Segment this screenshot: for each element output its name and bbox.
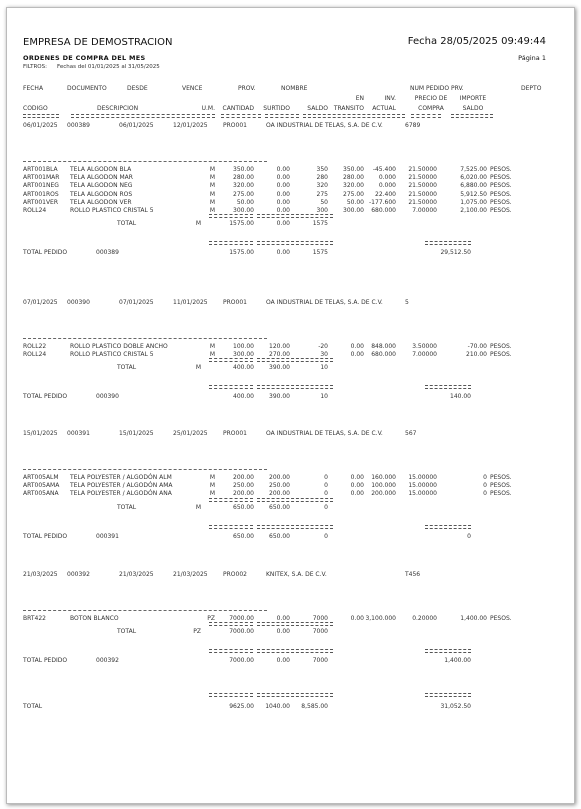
item-descripcion: TELA ALGODON VER xyxy=(70,198,132,206)
pedido-rule xyxy=(257,525,333,529)
item-importe: 6,020.00 xyxy=(460,174,487,182)
item-saldo: 275 xyxy=(316,190,328,198)
order-vence: 12/01/2025 xyxy=(173,122,208,129)
order-vence: 11/01/2025 xyxy=(173,299,208,306)
grand-total-cantidad: 9625.00 xyxy=(229,703,254,710)
item-um: M xyxy=(209,190,215,198)
pedido-rule xyxy=(425,385,471,389)
subtotal-rule xyxy=(209,498,253,502)
header-rule xyxy=(303,114,405,118)
order-total-surtido: 0.00 xyxy=(276,220,290,228)
filters-label: FILTROS: xyxy=(23,64,47,70)
item-surtido: 200.00 xyxy=(269,490,290,498)
order-pedido-doc: 000391 xyxy=(96,532,119,540)
item-surtido: 0.00 xyxy=(276,615,290,622)
pedido-rule xyxy=(209,385,253,389)
header-rule xyxy=(265,114,299,118)
item-surtido: 0.00 xyxy=(276,182,290,190)
item-moneda: PESOS. xyxy=(490,343,512,350)
pedido-rule xyxy=(425,649,471,653)
order-total-um: M xyxy=(195,503,201,511)
item-cantidad: 300.00 xyxy=(233,207,254,214)
item-codigo: BRT422 xyxy=(23,615,46,622)
order-num-pedido: 5 xyxy=(405,299,409,306)
item-surtido: 0.00 xyxy=(276,207,290,214)
pedido-rule xyxy=(257,241,333,245)
col-cantidad: CANTIDAD xyxy=(222,105,254,112)
order-desde: 06/01/2025 xyxy=(119,122,154,129)
grand-total-surtido: 1040.00 xyxy=(265,703,290,710)
item-moneda: PESOS. xyxy=(490,190,512,198)
item-saldo: 0 xyxy=(324,482,328,490)
order-total-saldo: 7000 xyxy=(312,628,328,636)
item-cantidad: 250.00 xyxy=(233,482,254,490)
order-documento: 000392 xyxy=(67,571,90,578)
item-codigo: ROLL24 xyxy=(23,207,47,214)
item-precio-compra: 21.50000 xyxy=(408,190,437,198)
item-moneda: PESOS. xyxy=(490,174,512,182)
order-prov: PRO002 xyxy=(223,571,247,578)
item-codigo: ART001MAR xyxy=(23,174,60,182)
order-desde: 21/03/2025 xyxy=(119,571,154,578)
col-num-pedido: NUM PEDIDO PRV. xyxy=(410,85,464,92)
page-number: Página 1 xyxy=(518,54,546,62)
item-surtido: 0.00 xyxy=(276,166,290,173)
pedido-rule xyxy=(209,649,253,653)
items-separator xyxy=(23,161,267,162)
order-pedido-importe: 29,512.50 xyxy=(440,249,471,257)
order-pedido-surtido: 650.00 xyxy=(269,532,290,540)
order-pedido-cantidad: 400.00 xyxy=(233,393,254,401)
order-pedido-saldo: 1575 xyxy=(312,249,328,257)
order-total-label: TOTAL xyxy=(117,364,137,372)
item-precio-compra: 7.00000 xyxy=(412,351,437,359)
subtotal-rule xyxy=(209,358,253,362)
item-saldo: 300 xyxy=(316,207,328,214)
item-precio-compra: 15.00000 xyxy=(408,490,437,498)
order-num-pedido: T456 xyxy=(405,571,421,578)
item-actual: 680.000 xyxy=(371,351,396,359)
order-pedido-importe: 1,400.00 xyxy=(444,657,471,665)
item-saldo: 280 xyxy=(316,174,328,182)
item-codigo: ART001NEG xyxy=(23,182,59,190)
col-en: EN xyxy=(355,95,364,102)
order-total-saldo: 0 xyxy=(324,503,328,511)
item-descripcion: ROLLO PLASTICO CRISTAL 5 xyxy=(70,207,154,214)
item-importe: 6,880.00 xyxy=(460,182,487,190)
order-desde: 07/01/2025 xyxy=(119,299,154,306)
item-transito: 0.00 xyxy=(350,351,364,359)
item-transito: 275.00 xyxy=(343,190,364,198)
item-transito: 300.00 xyxy=(343,207,364,214)
item-descripcion: ROLLO PLASTICO DOBLE ANCHO xyxy=(70,343,168,350)
item-um: M xyxy=(209,166,215,173)
item-cantidad: 280.00 xyxy=(233,174,254,182)
item-descripcion: TELA POLYESTER / ALGODÓN ALM xyxy=(70,474,172,481)
order-total-label: TOTAL xyxy=(117,220,137,228)
order-nombre: KNITEX, S.A. DE C.V. xyxy=(266,571,327,578)
order-nombre: OA INDUSTRIAL DE TELAS, S.A. DE C.V. xyxy=(266,430,383,437)
order-prov: PRO001 xyxy=(223,122,247,129)
header-rule xyxy=(23,114,59,118)
item-surtido: 250.00 xyxy=(269,482,290,490)
item-precio-compra: 21.50000 xyxy=(408,198,437,206)
col-vence: VENCE xyxy=(182,85,203,92)
item-importe: 0 xyxy=(483,474,487,481)
item-actual: -177.600 xyxy=(369,198,396,206)
item-saldo: 0 xyxy=(324,474,328,481)
order-total-cantidad: 7000.00 xyxy=(229,628,254,636)
item-importe: 1,400.00 xyxy=(460,615,487,622)
item-cantidad: 100.00 xyxy=(233,343,254,350)
item-actual: 100.000 xyxy=(371,482,396,490)
item-importe: -70.00 xyxy=(467,343,487,350)
item-precio-compra: 21.50000 xyxy=(408,166,437,173)
item-descripcion: TELA ALGODON ROS xyxy=(70,190,133,198)
filters-value: Fechas del 01/01/2025 al 31/05/2025 xyxy=(57,64,160,70)
item-saldo: 350 xyxy=(316,166,328,173)
order-pedido-label: TOTAL PEDIDO xyxy=(23,393,68,401)
order-pedido-doc: 000389 xyxy=(96,249,119,257)
pedido-rule xyxy=(257,385,333,389)
order-total-um: PZ xyxy=(193,628,201,636)
item-codigo: ART001ROS xyxy=(23,190,59,198)
order-pedido-cantidad: 7000.00 xyxy=(229,657,254,665)
item-precio-compra: 21.50000 xyxy=(408,174,437,182)
pedido-rule xyxy=(209,241,253,245)
order-pedido-doc: 000390 xyxy=(96,393,119,401)
order-prov: PRO001 xyxy=(223,299,247,306)
order-pedido-saldo: 7000 xyxy=(312,657,328,665)
pedido-rule xyxy=(209,525,253,529)
grand-total-saldo: 8,585.00 xyxy=(301,703,328,710)
report-title: ORDENES DE COMPRA DEL MES xyxy=(23,54,146,62)
item-moneda: PESOS. xyxy=(490,482,512,490)
item-codigo: ROLL24 xyxy=(23,351,47,359)
item-saldo: -20 xyxy=(318,343,328,350)
item-importe: 0 xyxy=(483,490,487,498)
order-total-surtido: 0.00 xyxy=(276,628,290,636)
item-actual: 0.000 xyxy=(378,174,396,182)
report-page xyxy=(6,7,575,804)
item-surtido: 200.00 xyxy=(269,474,290,481)
item-cantidad: 275.00 xyxy=(233,190,254,198)
item-precio-compra: 21.50000 xyxy=(408,182,437,190)
item-actual: 22.400 xyxy=(375,190,396,198)
col-surtido: SURTIDO xyxy=(263,105,290,112)
order-num-pedido: 567 xyxy=(405,430,417,437)
item-precio-compra: 7.00000 xyxy=(412,207,437,214)
pedido-rule xyxy=(257,649,333,653)
order-fecha: 06/01/2025 xyxy=(23,122,58,129)
col-inv: INV. xyxy=(384,95,396,102)
col-descripcion: DESCRIPCION xyxy=(97,105,139,112)
item-precio-compra: 0.20000 xyxy=(412,615,437,622)
item-moneda: PESOS. xyxy=(490,166,512,173)
grand-total-importe: 31,052.50 xyxy=(440,703,471,710)
order-pedido-surtido: 0.00 xyxy=(276,249,290,257)
item-surtido: 270.00 xyxy=(269,351,290,359)
item-transito: 280.00 xyxy=(343,174,364,182)
item-moneda: PESOS. xyxy=(490,198,512,206)
col-documento: DOCUMENTO xyxy=(67,85,107,92)
subtotal-rule xyxy=(209,622,253,626)
items-separator xyxy=(23,469,267,470)
order-nombre: OA INDUSTRIAL DE TELAS, S.A. DE C.V. xyxy=(266,299,383,306)
item-codigo: ART005ALM xyxy=(23,474,59,481)
item-actual: 848.000 xyxy=(371,343,396,350)
item-precio-compra: 15.00000 xyxy=(408,474,437,481)
order-pedido-doc: 000392 xyxy=(96,657,119,665)
grand-rule xyxy=(257,693,333,697)
item-transito: 50.00 xyxy=(346,198,364,206)
col-importe-saldo: SALDO xyxy=(462,105,484,112)
header-rule xyxy=(451,114,493,118)
item-um: M xyxy=(209,343,215,350)
item-actual: 160.000 xyxy=(371,474,396,481)
order-fecha: 07/01/2025 xyxy=(23,299,58,306)
item-saldo: 30 xyxy=(320,351,328,359)
item-saldo: 7000 xyxy=(312,615,328,622)
item-moneda: PESOS. xyxy=(490,474,512,481)
col-precio-de: PRECIO DE xyxy=(414,95,448,102)
item-codigo: ART001BLA xyxy=(23,166,58,173)
items-separator xyxy=(23,610,267,611)
order-total-um: M xyxy=(195,364,201,372)
item-saldo: 50 xyxy=(320,198,328,206)
subtotal-rule xyxy=(257,358,333,362)
order-pedido-label: TOTAL PEDIDO xyxy=(23,657,68,665)
col-importe: IMPORTE xyxy=(459,95,487,102)
order-pedido-label: TOTAL PEDIDO xyxy=(23,249,68,257)
item-um: M xyxy=(209,351,215,359)
item-importe: 7,525.00 xyxy=(460,166,487,173)
order-nombre: OA INDUSTRIAL DE TELAS, S.A. DE C.V. xyxy=(266,122,383,129)
item-transito: 0.00 xyxy=(350,482,364,490)
order-pedido-cantidad: 1575.00 xyxy=(229,249,254,257)
item-transito: 0.00 xyxy=(350,343,364,350)
item-moneda: PESOS. xyxy=(490,351,512,359)
order-total-saldo: 10 xyxy=(320,364,328,372)
item-surtido: 120.00 xyxy=(269,343,290,350)
order-total-surtido: 650.00 xyxy=(269,503,290,511)
order-documento: 000389 xyxy=(67,122,90,129)
order-documento: 000390 xyxy=(67,299,90,306)
item-um: M xyxy=(209,482,215,490)
order-num-pedido: 6789 xyxy=(405,122,421,129)
item-codigo: ART005ANA xyxy=(23,490,59,498)
item-saldo: 320 xyxy=(316,182,328,190)
order-pedido-cantidad: 650.00 xyxy=(233,532,254,540)
col-actual: ACTUAL xyxy=(372,105,396,112)
col-transito: TRANSITO xyxy=(333,105,364,112)
item-cantidad: 300.00 xyxy=(233,351,254,359)
item-cantidad: 200.00 xyxy=(233,490,254,498)
order-pedido-importe: 0 xyxy=(467,532,471,540)
order-fecha: 15/01/2025 xyxy=(23,430,58,437)
col-compra: COMPRA xyxy=(418,105,444,112)
order-desde: 15/01/2025 xyxy=(119,430,154,437)
item-um: PZ xyxy=(207,615,215,622)
item-um: M xyxy=(209,490,215,498)
order-total-label: TOTAL xyxy=(117,628,137,636)
order-vence: 21/03/2025 xyxy=(173,571,208,578)
col-um: U.M. xyxy=(201,105,215,112)
item-codigo: ROLL22 xyxy=(23,343,47,350)
item-precio-compra: 3.50000 xyxy=(412,343,437,350)
item-um: M xyxy=(209,174,215,182)
report-datetime: Fecha 28/05/2025 09:49:44 xyxy=(407,36,546,47)
item-surtido: 0.00 xyxy=(276,190,290,198)
item-transito: 0.00 xyxy=(350,490,364,498)
item-cantidad: 200.00 xyxy=(233,474,254,481)
order-pedido-saldo: 10 xyxy=(320,393,328,401)
items-separator xyxy=(23,338,267,339)
item-surtido: 0.00 xyxy=(276,174,290,182)
order-total-saldo: 1575 xyxy=(312,220,328,228)
item-transito: 0.00 xyxy=(350,474,364,481)
order-pedido-label: TOTAL PEDIDO xyxy=(23,532,68,540)
col-saldo: SALDO xyxy=(307,105,328,112)
col-desde: DESDE xyxy=(127,85,148,92)
item-descripcion: TELA ALGODON MAR xyxy=(70,174,133,182)
item-codigo: ART005AMA xyxy=(23,482,60,490)
order-total-cantidad: 400.00 xyxy=(233,364,254,372)
col-depto: DEPTO xyxy=(521,85,542,92)
item-um: M xyxy=(209,474,215,481)
item-descripcion: TELA POLYESTER / ALGODÓN AMA xyxy=(70,482,173,490)
col-codigo: CODIGO xyxy=(23,105,48,112)
header-rule xyxy=(71,114,215,118)
subtotal-rule xyxy=(257,622,333,626)
item-importe: 2,100.00 xyxy=(460,207,487,214)
order-total-cantidad: 1575.00 xyxy=(229,220,254,228)
order-vence: 25/01/2025 xyxy=(173,430,208,437)
item-descripcion: TELA ALGODON BLA xyxy=(70,166,132,173)
item-transito: 350.00 xyxy=(343,166,364,173)
grand-rule xyxy=(209,693,253,697)
item-moneda: PESOS. xyxy=(490,490,512,498)
item-importe: 5,912.50 xyxy=(460,190,487,198)
col-nombre: NOMBRE xyxy=(281,85,308,92)
item-um: M xyxy=(209,182,215,190)
item-actual: 0.000 xyxy=(378,182,396,190)
order-total-cantidad: 650.00 xyxy=(233,503,254,511)
item-surtido: 0.00 xyxy=(276,198,290,206)
order-total-um: M xyxy=(195,220,201,228)
item-actual: 200.000 xyxy=(371,490,396,498)
order-pedido-surtido: 0.00 xyxy=(276,657,290,665)
item-moneda: PESOS. xyxy=(490,207,512,214)
item-cantidad: 50.00 xyxy=(236,198,254,206)
order-fecha: 21/03/2025 xyxy=(23,571,58,578)
order-total-surtido: 390.00 xyxy=(269,364,290,372)
item-actual: -45.400 xyxy=(372,166,396,173)
header-rule xyxy=(411,114,441,118)
item-importe: 1,075.00 xyxy=(460,198,487,206)
col-fecha: FECHA xyxy=(23,85,44,92)
header-rule xyxy=(221,114,261,118)
item-descripcion: ROLLO PLASTICO CRISTAL 5 xyxy=(70,351,154,359)
item-saldo: 0 xyxy=(324,490,328,498)
subtotal-rule xyxy=(257,498,333,502)
item-precio-compra: 15.00000 xyxy=(408,482,437,490)
pedido-rule xyxy=(425,525,471,529)
item-descripcion: TELA ALGODON NEG xyxy=(70,182,133,190)
item-codigo: ART001VER xyxy=(23,198,59,206)
item-cantidad: 350.00 xyxy=(233,166,254,173)
item-importe: 0 xyxy=(483,482,487,490)
order-pedido-saldo: 0 xyxy=(324,532,328,540)
item-actual: 680.000 xyxy=(371,207,396,214)
item-um: M xyxy=(209,198,215,206)
item-actual: 3,100.000 xyxy=(365,615,396,622)
subtotal-rule xyxy=(257,214,333,218)
subtotal-rule xyxy=(209,214,253,218)
item-cantidad: 7000.00 xyxy=(229,615,254,622)
order-documento: 000391 xyxy=(67,430,90,437)
order-pedido-surtido: 390.00 xyxy=(269,393,290,401)
item-descripcion: TELA POLYESTER / ALGODÓN ANA xyxy=(70,490,172,498)
company-name: EMPRESA DE DEMOSTRACION xyxy=(23,37,173,48)
grand-total-label: TOTAL xyxy=(23,703,43,710)
grand-rule xyxy=(425,693,471,697)
order-pedido-importe: 140.00 xyxy=(450,393,471,401)
item-um: M xyxy=(209,207,215,214)
pedido-rule xyxy=(425,241,471,245)
item-descripcion: BOTON BLANCO xyxy=(70,615,119,622)
item-transito: 0.00 xyxy=(350,615,364,622)
col-prov: PROV. xyxy=(238,85,256,92)
item-transito: 320.00 xyxy=(343,182,364,190)
order-total-label: TOTAL xyxy=(117,503,137,511)
item-moneda: PESOS. xyxy=(490,615,512,622)
item-cantidad: 320.00 xyxy=(233,182,254,190)
order-prov: PRO001 xyxy=(223,430,247,437)
item-importe: 210.00 xyxy=(466,351,487,359)
item-moneda: PESOS. xyxy=(490,182,512,190)
